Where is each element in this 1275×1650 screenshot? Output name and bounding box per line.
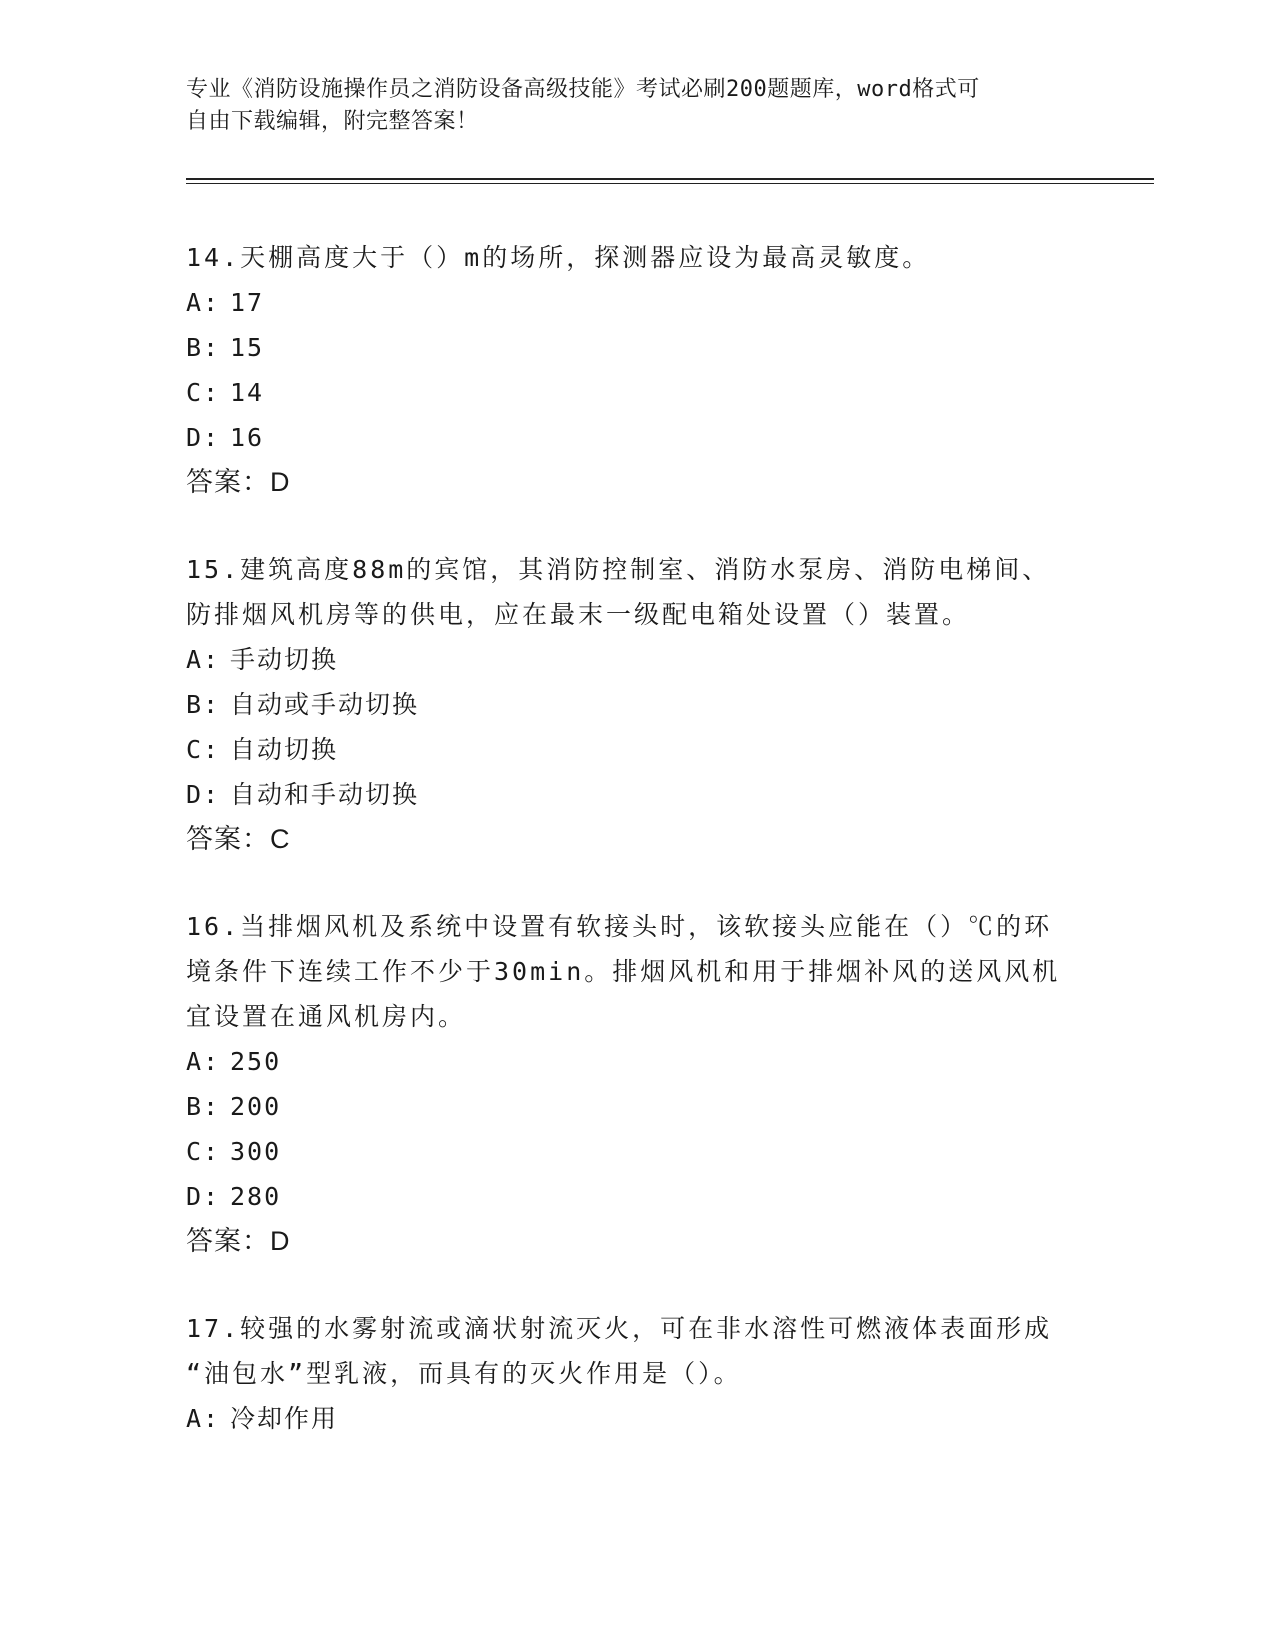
option-row: [186, 280, 1086, 325]
document-header: [186, 74, 1066, 138]
question-list: [186, 235, 1086, 1483]
question-stem-line: 境条件下连续工作不少于30min。排烟风机和用于排烟补风的送风风机: [186, 957, 1061, 986]
option-label: B:: [186, 1092, 221, 1121]
question-stem-line: 防排烟风机房等的供电，应在最末一级配电箱处设置（）装置。: [186, 600, 971, 629]
option-row: [186, 1174, 1086, 1219]
answer-line: 答案：C: [186, 824, 291, 854]
option-row: [186, 1039, 1086, 1084]
option-row: [186, 772, 1086, 817]
option-text: 16: [230, 423, 265, 452]
option-text: 自动和手动切换: [230, 780, 420, 809]
question-block: [186, 1306, 1086, 1441]
option-text: 手动切换: [230, 645, 339, 674]
question-stem-line: 14.天棚高度大于（）m的场所，探测器应设为最高灵敏度。: [186, 243, 931, 272]
option-label: D:: [186, 1182, 221, 1211]
option-row: [186, 415, 1086, 460]
option-label: D:: [186, 780, 221, 809]
answer-line: 答案：D: [186, 467, 291, 497]
option-text: 冷却作用: [230, 1404, 339, 1433]
option-label: C:: [186, 1137, 221, 1166]
question-block: [186, 235, 1086, 505]
option-text: 300: [230, 1137, 282, 1166]
option-label: A:: [186, 288, 221, 317]
header-divider-thin: [186, 183, 1154, 184]
option-row: [186, 1396, 1086, 1441]
answer-line: 答案：D: [186, 1226, 291, 1256]
option-label: B:: [186, 333, 221, 362]
option-text: 280: [230, 1182, 282, 1211]
option-row: [186, 637, 1086, 682]
option-label: A:: [186, 1404, 221, 1433]
option-text: 250: [230, 1047, 282, 1076]
header-line-2: 自由下载编辑，附完整答案！: [186, 109, 479, 134]
question-stem-line: 15.建筑高度88m的宾馆，其消防控制室、消防水泵房、消防电梯间、: [186, 555, 1051, 584]
option-label: B:: [186, 690, 221, 719]
header-divider-thick: [186, 178, 1154, 180]
question-stem-line: “油包水”型乳液，而具有的灭火作用是（）。: [186, 1359, 742, 1388]
option-label: C:: [186, 735, 221, 764]
header-line-1: 专业《消防设施操作员之消防设备高级技能》考试必刷200题题库，word格式可: [186, 77, 980, 102]
question-stem-line: 宜设置在通风机房内。: [186, 1002, 467, 1031]
option-label: A:: [186, 645, 221, 674]
option-label: C:: [186, 378, 221, 407]
option-text: 自动切换: [230, 735, 339, 764]
option-text: 自动或手动切换: [230, 690, 420, 719]
option-label: D:: [186, 423, 221, 452]
question-block: [186, 904, 1086, 1264]
option-row: [186, 1129, 1086, 1174]
option-text: 17: [230, 288, 265, 317]
option-text: 200: [230, 1092, 282, 1121]
option-row: [186, 325, 1086, 370]
option-row: [186, 1084, 1086, 1129]
option-row: [186, 370, 1086, 415]
question-stem-line: 16.当排烟风机及系统中设置有软接头时，该软接头应能在（）℃的环: [186, 912, 1053, 941]
option-text: 14: [230, 378, 265, 407]
option-row: [186, 727, 1086, 772]
question-block: [186, 547, 1086, 862]
option-label: A:: [186, 1047, 221, 1076]
question-stem-line: 17.较强的水雾射流或滴状射流灭火，可在非水溶性可燃液体表面形成: [186, 1314, 1053, 1343]
option-text: 15: [230, 333, 265, 362]
option-row: [186, 682, 1086, 727]
